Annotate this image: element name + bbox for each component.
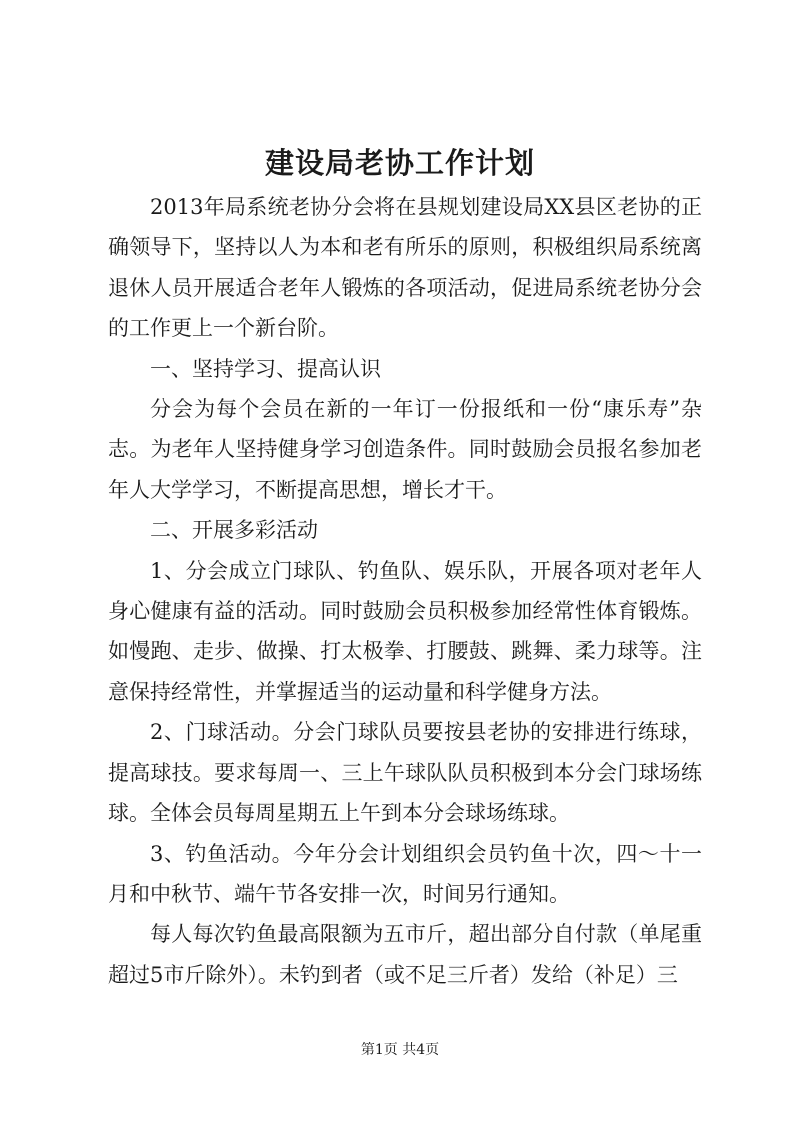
paragraph-fishing-rules: 每人每次钓鱼最高限额为五市斤，超出部分自付款（单尾重超过5市斤除外）。未钓到者（或不足三斤者）发给（补足）三 (108, 922, 702, 987)
paragraph-activity-3: 3、钓鱼活动。今年分会计划组织会员钓鱼十次，四～十一月和中秋节、端午节各安排一次，时间另行通知。 (108, 841, 702, 906)
paragraph-intro: 2013年局系统老协分会将在县规划建设局XX县区老协的正确领导下，坚持以人为本和老有所乐的原则，积极组织局系统离退休人员开展适合老年人锻炼的各项活动，促进局系统老协分会的工作更上一个新台阶。 (108, 195, 702, 341)
document-title: 建设局老协工作计划 (264, 146, 535, 180)
section-heading-activities: 二、开展多彩活动 (150, 518, 318, 543)
section-heading-study: 一、坚持学习、提高认识 (150, 356, 381, 381)
paragraph-activity-2: 2、门球活动。分会门球队员要按县老协的安排进行练球，提高球技。要求每周一、三上午球队队员积极到本分会门球场练球。全体会员每周星期五上午到本分会球场练球。 (108, 720, 702, 826)
paragraph-study: 分会为每个会员在新的一年订一份报纸和一份“康乐寿”杂志。为老年人坚持健身学习创造条件。同时鼓励会员报名参加老年人大学学习，不断提高思想，增长才干。 (108, 397, 702, 502)
page-footer: 第1页 共4页 (360, 1042, 440, 1058)
document-body (108, 187, 702, 995)
paragraph-activity-1: 1、分会成立门球队、钓鱼队、娱乐队，开展各项对老年人身心健康有益的活动。同时鼓励会员积极参加经常性体育锻炼。如慢跑、走步、做操、打太极拳、打腰鼓、跳舞、柔力球等。注意保持经常性，并掌握适当的运动量和科学健身方法。 (108, 558, 702, 704)
